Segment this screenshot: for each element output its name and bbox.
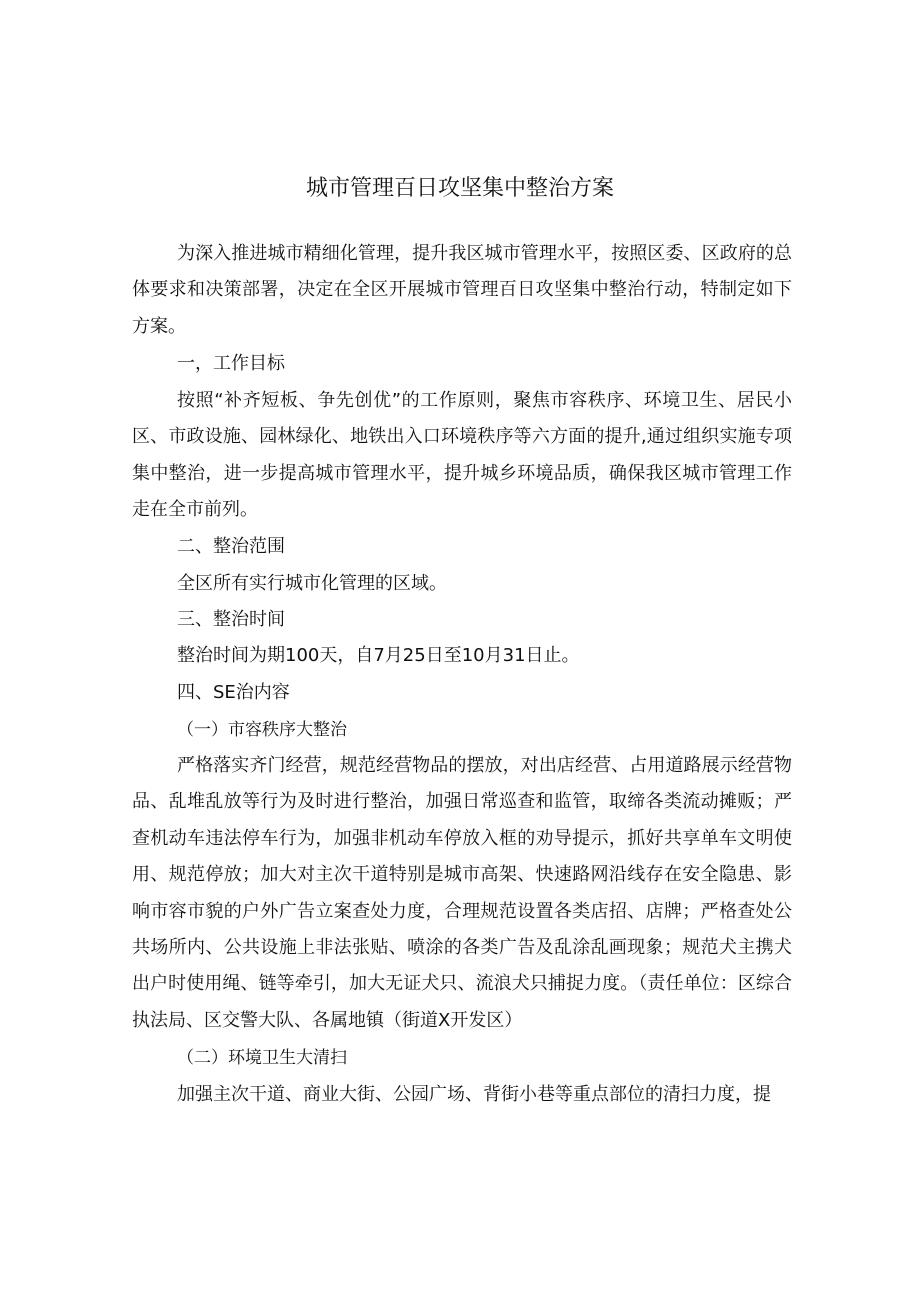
sanitation-paragraph: 加强主次干道、商业大街、公园广场、背街小巷等重点部位的清扫力度，提 bbox=[177, 1084, 771, 1105]
order-paragraph: 严格落实齐门经营，规范经营物品的摆放，对出店经营、占用道路展示经营物品、乱堆乱放等行为及时进行整治，加强日常巡查和监管，取缔各类流动摊贩；严查机动车违法停车行为，加强非机动车停放入框的劝导提示，抓好共享单车文明使用、规范停放；加大对主次干道特别是城市高架、快速路网沿线存在安全隐患、影响市容市貌的户外广告立案查处力度，合理规范设置各类店招、店牌；严格查处公共场所内、公共设施上非法张贴、喷涂的各类广告及乱涂乱画现象；规范犬主携犬出户时使用绳、链等牵引，加大无证犬只、流浪犬只捕捉力度。（责任单位：区综合执法局、区交警大队、各属地镇（街道X开发区） bbox=[132, 755, 792, 1031]
scope-paragraph: 全区所有实行城市化管理的区域。 bbox=[177, 573, 447, 594]
subsection-heading-sanitation: （二）环境卫生大清扫 bbox=[177, 1048, 347, 1068]
goals-paragraph: 按照“补齐短板、争先创优”的工作原则，聚焦市容秩序、环境卫生、居民小区、市政设施、园林绿化、地铁出入口环境秩序等六方面的提升,通过组织实施专项集中整治，进一步提高城市管理水平，提升城乡环境品质，确保我区城市管理工作走在全市前列。 bbox=[132, 390, 792, 521]
section-heading-time: 三、整治时间 bbox=[177, 609, 285, 630]
subsection-heading-order: （一）市容秩序大整治 bbox=[177, 720, 347, 740]
section-heading-content: 四、SE治内容 bbox=[177, 682, 290, 703]
section-heading-goals: 一，工作目标 bbox=[177, 353, 285, 374]
document-title: 城市管理百日攻坚集中整治方案 bbox=[305, 176, 614, 201]
section-heading-scope: 二、整治范围 bbox=[177, 536, 285, 557]
intro-paragraph: 为深入推进城市精细化管理，提升我区城市管理水平，按照区委、区政府的总体要求和决策部署，决定在全区开展城市管理百日攻坚集中整治行动，特制定如下方案。 bbox=[132, 243, 792, 337]
time-paragraph: 整治时间为期100天，自7月25日至10月31日止。 bbox=[177, 645, 580, 666]
